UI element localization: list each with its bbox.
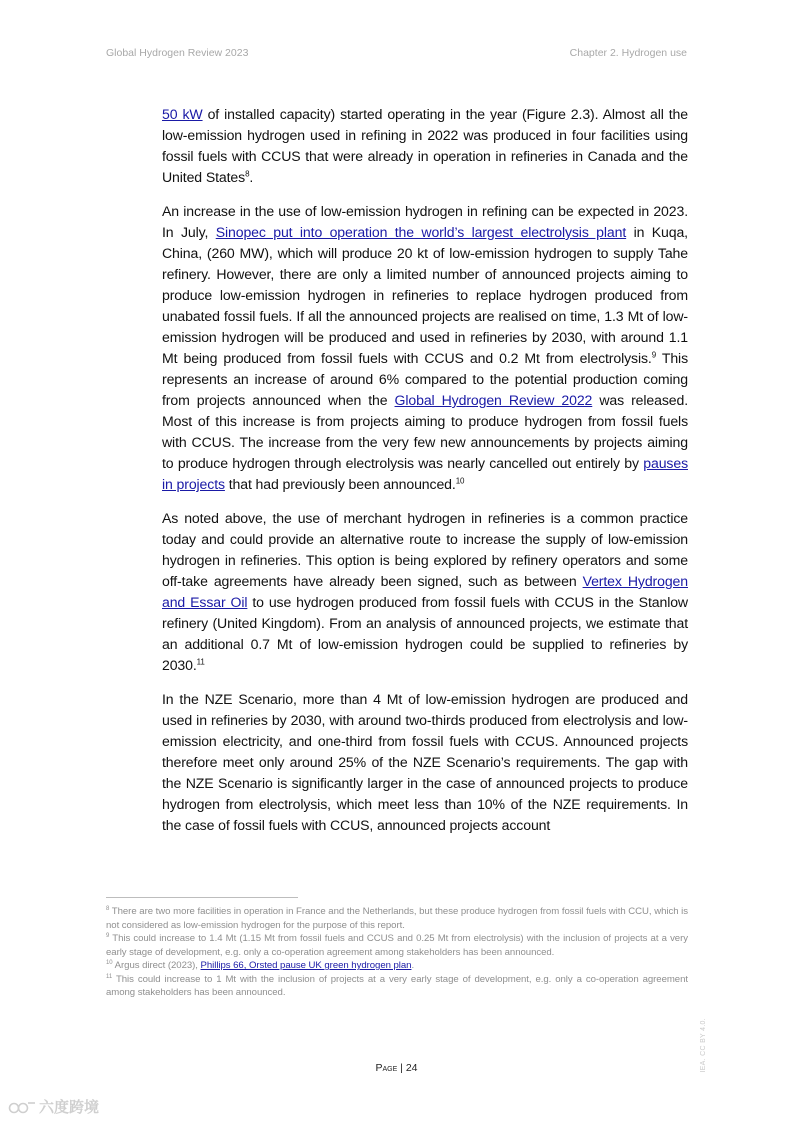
paragraph-1-end: . (249, 169, 254, 185)
footnote-9 (106, 932, 688, 959)
footnote-10 (106, 959, 688, 973)
footnote-separator (106, 897, 298, 898)
page-number (0, 1062, 793, 1074)
footnote-8 (106, 905, 688, 932)
footnote-9-number: 9 (106, 932, 110, 939)
paragraph-2-text-e: that had previously been announced. (224, 476, 456, 492)
report-title: Global Hydrogen Review 2023 (106, 47, 249, 59)
footnote-ref-10: 10 (455, 476, 465, 486)
paragraph-3-text-b: to use hydrogen produced from fossil fuels with CCUS in the Stanlow refinery (United Kingdom). From an analysis of announced projects, we estimate that an additional 0.7 Mt of low-emission hydrogen could be supplied to refineries by 2030. (162, 594, 688, 673)
watermark (8, 1096, 99, 1117)
footnote-11-text: This could increase to 1 Mt with the inclusion of projects at a very early stage of development, e.g. only a co-operation agreement among stakeholders has been announced. (106, 973, 688, 998)
footnote-10-number: 10 (106, 959, 113, 966)
footnote-ref-8: 8 (245, 169, 250, 179)
link-global-hydrogen-review-2022[interactable]: Global Hydrogen Review 2022 (394, 392, 593, 408)
paragraph-2-text-a: An increase in the use of low-emission hydrogen in refining can be expected in 2023. In July, (162, 203, 688, 240)
chapter-title: Chapter 2. Hydrogen use (569, 47, 687, 59)
footnote-ref-9: 9 (651, 350, 657, 360)
footnote-8-text: There are two more facilities in operation in France and the Netherlands, but these produce hydrogen from fossil fuels with CCU, which is not considered as low-emission hydrogen for the purpose of this report. (106, 906, 688, 931)
footnotes (106, 905, 688, 1000)
paragraph-2-text-d: was released. Most of this increase is from projects aiming to produce hydrogen from fossil fuels with CCUS. The increase from the very few new announcements by projects aiming to produce hydrogen through electrolysis was nearly cancelled out entirely by (162, 392, 688, 471)
paragraph-4-text: In the NZE Scenario, more than 4 Mt of low-emission hydrogen are produced and used in refineries by 2030, with around two-thirds produced from electrolysis and low-emission electricity, and one-third from fossil fuels with CCUS. Announced projects therefore meet only around 25% of the NZE Scenario’s requirements. The gap with the NZE Scenario is significantly larger in the case of announced projects to produce hydrogen from electrolysis, which meet less than 10% of the NZE requirements. In the case of fossil fuels with CCUS, announced projects account (162, 691, 688, 833)
paragraph-1 (162, 104, 688, 188)
paragraph-2 (162, 201, 688, 495)
paragraph-2-text-c: This represents an increase of around 6% compared to the potential production coming from projects announced when the (162, 350, 688, 408)
link-vertex-essar[interactable]: Vertex Hydrogen and Essar Oil (162, 573, 688, 610)
footnote-ref-11: 11 (196, 657, 205, 667)
link-sinopec-electrolysis[interactable]: Sinopec put into operation the world’s largest electrolysis plant (215, 224, 627, 240)
footnote-10-text: Argus direct (2023), (112, 960, 201, 971)
page-number-value: 24 (405, 1062, 418, 1074)
footnote-9-text: This could increase to 1.4 Mt (1.15 Mt from fossil fuels and CCUS and 0.25 Mt from electrolysis) with the inclusion of projects at a very early stage of development, e.g. only a co-operation agreement among stakeholders has been announced. (106, 933, 688, 958)
page-label: Page (375, 1062, 398, 1074)
paragraph-2-text-b: in Kuqa, China, (260 MW), which will produce 20 kt of low-emission hydrogen to supply Tahe refinery. However, there are only a limited number of announced projects aiming to produce low-emission hydrogen in refineries to replace hydrogen produced from unabated fossil fuels. If all the announced projects are realised on time, 1.3 Mt of low-emission hydrogen will be produced and used in refineries by 2030, with around 1.1 Mt being produced from fossil fuels with CCUS and 0.2 Mt from electrolysis. (162, 224, 688, 366)
footnote-10-end: . (411, 960, 415, 971)
link-pauses-in-projects[interactable]: pauses in projects (162, 455, 688, 492)
paragraph-3 (162, 508, 688, 676)
link-50kw[interactable]: 50 kW (162, 106, 203, 122)
running-header (106, 47, 687, 59)
page-separator: | (397, 1062, 406, 1074)
footnote-11-number: 11 (106, 973, 113, 980)
watermark-text: 六度跨境 (39, 1099, 100, 1116)
license-mark: IEA. CC BY 4.0. (700, 1018, 707, 1073)
footnote-8-number: 8 (106, 905, 110, 912)
body-text (162, 104, 688, 849)
paragraph-3-text-a: As noted above, the use of merchant hydrogen in refineries is a common practice today and could provide an alternative route to increase the supply of low-emission hydrogen in refineries. This option is being explored by refinery operators and some off-take agreements have already been signed, such as between (162, 510, 688, 589)
paragraph-4 (162, 689, 688, 836)
watermark-logo-icon (8, 1099, 36, 1115)
footnote-11 (106, 973, 688, 1000)
link-phillips-orsted[interactable]: Phillips 66, Orsted pause UK green hydrogen plan (200, 960, 412, 971)
paragraph-1-text: of installed capacity) started operating in the year (Figure 2.3). Almost all the low-emission hydrogen used in refining in 2022 was produced in four facilities using fossil fuels with CCUS that were already in operation in refineries in Canada and the United States (162, 106, 688, 185)
